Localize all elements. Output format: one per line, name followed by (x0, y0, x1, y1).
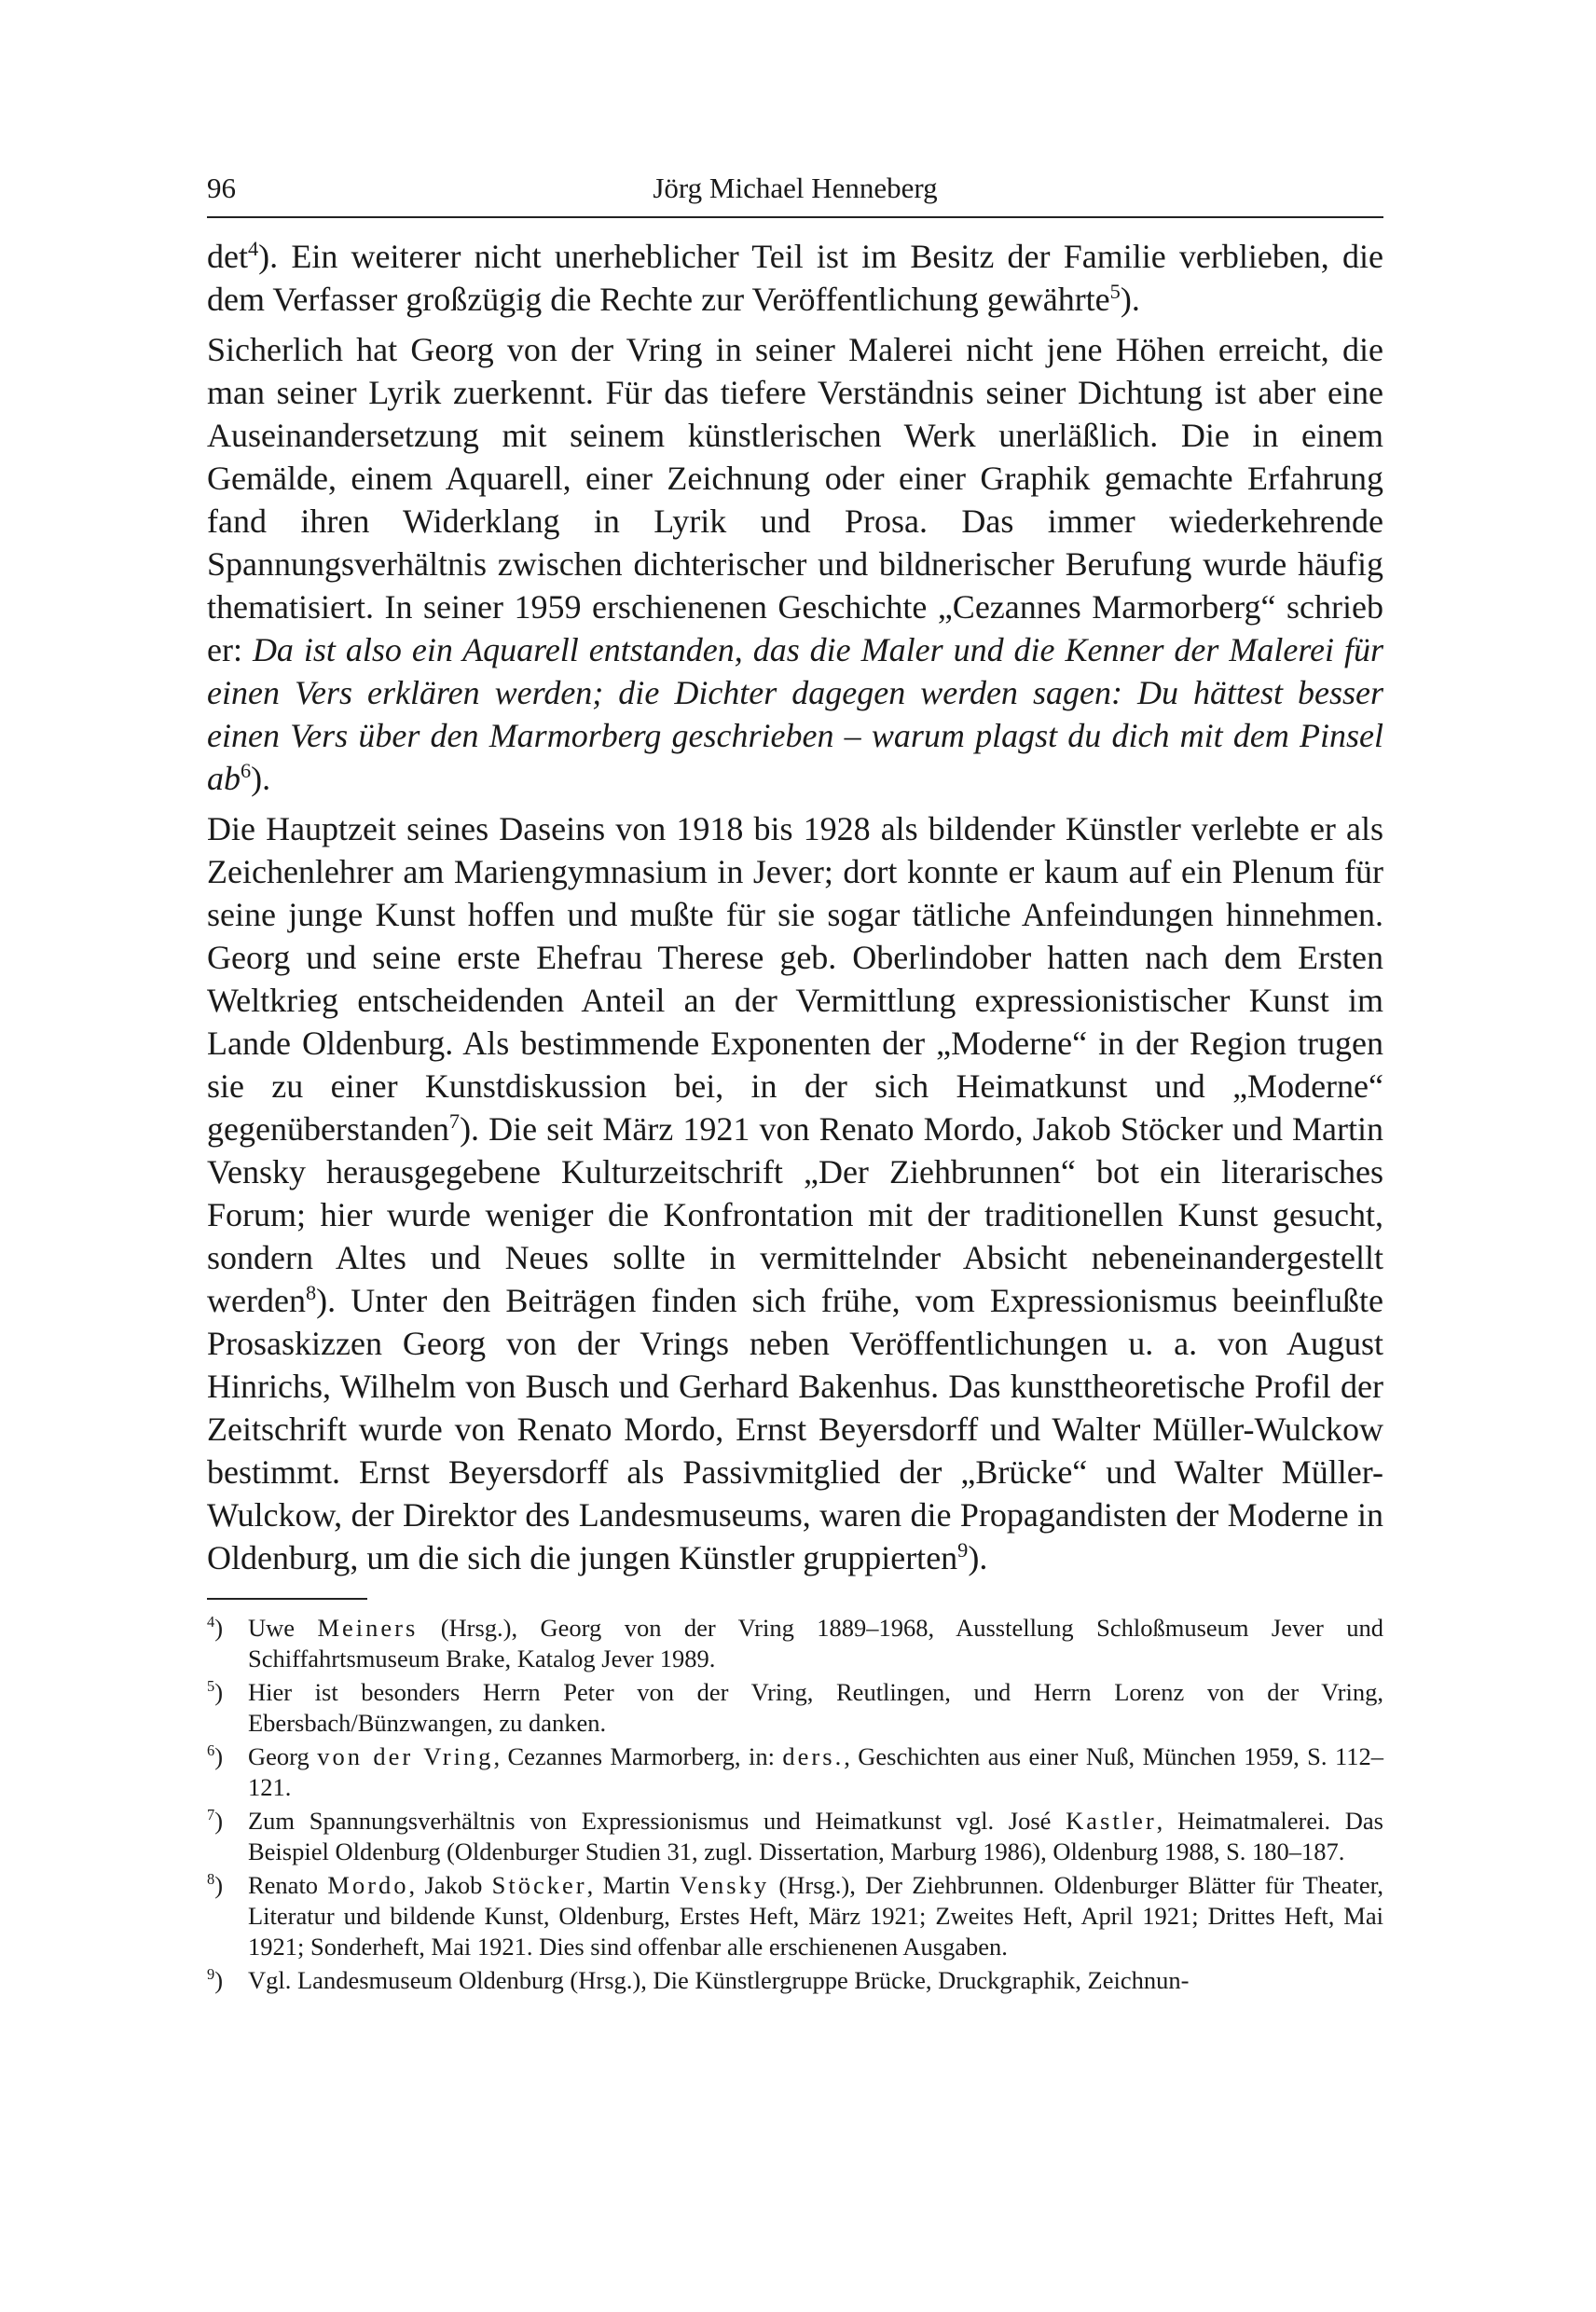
spaced-name: von der Vring (317, 1742, 494, 1770)
paragraph (207, 235, 1383, 321)
footnote-mark: $^4$) (207, 1613, 224, 1642)
footnote-ref: 6 (241, 759, 252, 782)
running-head-author: Jörg Michael Henneberg (653, 172, 938, 204)
footnote (207, 1677, 1383, 1739)
text-run: , Cezannes Marmorberg, in: (493, 1742, 783, 1770)
text-run: Die Hauptzeit seines Daseins von 1918 bis 1928 als bildender Künstler verlebte er als Zeichenlehrer am Mariengymnasium in Jever; dort konnte er kaum auf ein Plenum für seine junge Kunst hoffen und mußte für sie sogar tätliche Anfeindungen hinnehmen. Georg und seine erste Ehefrau Therese geb. Oberlindober hatten nach dem Ersten Weltkrieg entscheidenden Anteil an der Vermittlung expressionistischer Kunst im Lande Oldenburg. Als bestimmende Exponenten der „Moderne“ in der Region trugen sie zu einer Kunstdiskussion bei, in der sich Heimatkunst und „Moderne“ gegenüberstanden (207, 810, 1383, 1148)
footnote-ref: 7 (448, 1109, 461, 1133)
text-run: ). (1120, 281, 1140, 318)
text-run: (Hrsg.), Der Ziehbrunnen. Oldenburger Blätter für Theater, Literatur und bildende Kunst, Oldenburg, Erstes Heft, März 1921; Zweites Heft, April 1921; Drittes Heft, Mai 1921; Sonderheft, Mai 1921. Dies sind offenbar alle erschienenen Ausgaben. (248, 1871, 1384, 1961)
spaced-name: Vensky (680, 1871, 770, 1899)
footnote-divider (207, 1598, 367, 1600)
page-number: 96 (207, 172, 236, 204)
footnote (207, 1870, 1383, 1962)
spaced-name: Meiners (317, 1614, 419, 1642)
text-run: Hier ist besonders Herrn Peter von der Vring, Reutlingen, und Herrn Lorenz von der Vring, Ebersbach/Bünzwangen, zu danken. (248, 1678, 1383, 1737)
footnote-mark: $^8$) (207, 1870, 224, 1899)
footnote-ref: 8 (305, 1281, 317, 1304)
footnote-ref: 9 (957, 1538, 969, 1562)
footnote-ref: 5 (1109, 280, 1121, 303)
footnote (207, 1613, 1383, 1674)
text-run: , Heimatmalerei. Das Beispiel Oldenburg (Oldenburger Studien 31, zugl. Dissertation, Marburg 1986), Oldenburg 1988, S. 180–187. (248, 1807, 1383, 1865)
page (207, 160, 1383, 1999)
footnote (207, 1965, 1383, 1996)
paragraph (207, 807, 1383, 1579)
spaced-name: ders. (782, 1742, 845, 1770)
footnote-text (248, 1966, 1189, 1994)
footnote-text (248, 1871, 1383, 1961)
text-run: , Geschichten aus einer Nuß, München 1959, S. 112–121. (248, 1742, 1383, 1801)
text-run: Georg (248, 1742, 318, 1770)
text-run: Vgl. Landesmuseum Oldenburg (Hrsg.), Die Künstlergruppe Brücke, Druckgraphik, Zeichnun- (248, 1966, 1190, 1994)
footnote-text (248, 1807, 1383, 1865)
footnote-mark: $^6$) (207, 1741, 224, 1770)
footnote-mark: $^7$) (207, 1806, 224, 1835)
spaced-name: Mordo (327, 1871, 409, 1899)
footnote (207, 1741, 1383, 1803)
spaced-name: Stöcker (491, 1871, 587, 1899)
footnotes (207, 1613, 1383, 1996)
footnote-mark: $^5$) (207, 1677, 224, 1706)
footnote-text (248, 1614, 1383, 1672)
text-run: , Jakob (408, 1871, 492, 1899)
paragraph (207, 328, 1383, 800)
running-head (207, 160, 1383, 218)
footnote-ref: 4 (247, 237, 259, 260)
text-run: , Martin (586, 1871, 681, 1899)
text-run: ). Ein weiterer nicht unerheblicher Teil ist im Besitz der Familie verblieben, die dem Verfasser großzügig die Rechte zur Veröffentlichung gewährte (207, 238, 1383, 318)
text-run: ). Unter den Beiträgen finden sich frühe, vom Expressionismus beeinflußte Prosaskizzen Georg von der Vrings neben Veröffentlichungen u. a. von August Hinrichs, Wilhelm von Busch und Gerhard Bakenhus. Das kunsttheoretische Profil der Zeitschrift wurde von Renato Mordo, Ernst Beyersdorff und Walter Müller-Wulckow bestimmt. Ernst Beyersdorff als Passivmitglied der „Brücke“ und Walter Müller-Wulckow, der Direktor des Landesmuseums, waren die Propagandisten der Moderne in Oldenburg, um die sich die jungen Künstler gruppierten (207, 1282, 1383, 1576)
footnote (207, 1806, 1383, 1867)
body-text (207, 235, 1383, 1579)
text-run: det (207, 238, 248, 275)
text-run: Zum Spannungsverhältnis von Expressionismus und Heimatkunst vgl. José (248, 1807, 1066, 1835)
footnote-text (248, 1742, 1383, 1801)
text-run: ). Die seit März 1921 von Renato Mordo, Jakob Stöcker und Martin Vensky herausgegebene Kulturzeitschrift „Der Ziehbrunnen“ bot ein literarisches Forum; hier wurde weniger die Konfrontation mit der traditionellen Kunst gesucht, sondern Altes und Neues sollte in vermittelnder Absicht nebeneinandergestellt werden (207, 1110, 1383, 1319)
text-run: ). (251, 760, 271, 797)
italic-quote: Da ist also ein Aquarell entstanden, das die Maler und die Kenner der Malerei für einen Vers erklären werden; die Dichter dagegen werden sagen: Du hättest besser einen Vers über den Marmorberg geschrieben – warum plagst du dich mit dem Pinsel ab (207, 631, 1383, 797)
footnote-text (248, 1678, 1383, 1737)
text-run: Uwe (248, 1614, 318, 1642)
footnote-mark: $^9$) (207, 1965, 224, 1994)
text-run: Renato (248, 1871, 328, 1899)
text-run: Sicherlich hat Georg von der Vring in seiner Malerei nicht jene Höhen erreicht, die man seiner Lyrik zuerkennt. Für das tiefere Verständnis seiner Dichtung ist aber eine Auseinandersetzung mit seinem künstlerischen Werk unerläßlich. Die in einem Gemälde, einem Aquarell, einer Zeichnung oder einer Graphik gemachte Erfahrung fand ihren Widerklang in Lyrik und Prosa. Das immer wiederkehrende Spannungsverhältnis zwischen dichterischer und bildnerischer Berufung wurde häufig thematisiert. In seiner 1959 erschienenen Geschichte „Cezannes Marmorberg“ schrieb er: (207, 331, 1383, 668)
text-run: ). (968, 1539, 988, 1576)
spaced-name: Kastler (1066, 1807, 1157, 1835)
text-run: (Hrsg.), Georg von der Vring 1889–1968, Ausstellung Schloßmuseum Jever und Schiffahrtsmuseum Brake, Katalog Jever 1989. (248, 1614, 1383, 1672)
